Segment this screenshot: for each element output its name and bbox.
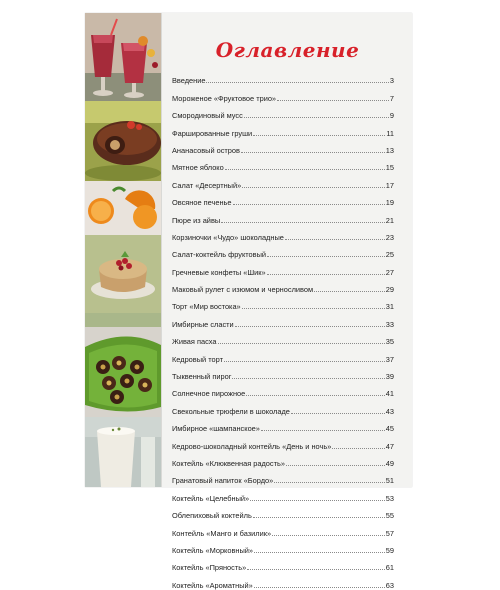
toc-entry-page-number: 59 bbox=[385, 545, 394, 555]
toc-dot-leader bbox=[277, 100, 389, 101]
toc-dot-leader bbox=[314, 291, 385, 292]
toc-dot-leader bbox=[253, 517, 385, 518]
toc-entry-label: Имбирное «шампанское» bbox=[172, 424, 260, 434]
book-page bbox=[85, 13, 412, 590]
toc-list bbox=[172, 68, 394, 590]
toc-dot-leader bbox=[206, 82, 388, 83]
toc-entry-page-number: 41 bbox=[385, 389, 394, 399]
toc-entry-page-number: 43 bbox=[385, 406, 394, 416]
toc-entry-page-number: 19 bbox=[385, 198, 394, 208]
toc-entry bbox=[172, 364, 394, 381]
toc-dot-leader bbox=[267, 256, 385, 257]
toc-entry-label: Свекольные трюфели в шоколаде bbox=[172, 406, 290, 416]
toc-entry-label: Овсяное печенье bbox=[172, 198, 232, 208]
toc-entry bbox=[172, 138, 394, 155]
orange-slices-photo bbox=[85, 181, 161, 235]
toc-entry-label: Гранатовый напиток «Бордо» bbox=[172, 476, 274, 486]
toc-entry-page-number: 49 bbox=[385, 458, 394, 468]
toc-entry-label: Мятное яблоко bbox=[172, 163, 224, 173]
toc-entry bbox=[172, 120, 394, 137]
toc-entry-page-number: 17 bbox=[385, 180, 394, 190]
toc-entry bbox=[172, 485, 394, 502]
toc-entry bbox=[172, 68, 394, 85]
toc-entry-label: Фаршированные груши bbox=[172, 128, 253, 138]
toc-entry bbox=[172, 172, 394, 189]
toc-entry-label: Введение bbox=[172, 76, 206, 86]
toc-entry-label: Коктейль «Целебный» bbox=[172, 493, 250, 503]
toc-entry-label: Пюре из айвы bbox=[172, 215, 221, 225]
page-divider bbox=[161, 13, 162, 487]
toc-dot-leader bbox=[254, 552, 385, 553]
toc-dot-leader bbox=[241, 152, 385, 153]
toc-entry bbox=[172, 277, 394, 294]
toc-entry bbox=[172, 294, 394, 311]
toc-dot-leader bbox=[272, 535, 385, 536]
toc-entry-page-number: 31 bbox=[385, 302, 394, 312]
toc-entry bbox=[172, 85, 394, 102]
toc-entry-label: Коктейль «Пряность» bbox=[172, 563, 247, 573]
toc-entry bbox=[172, 451, 394, 468]
toc-dot-leader bbox=[218, 343, 385, 344]
toc-entry-label: Облепиховый коктейль bbox=[172, 511, 252, 521]
toc-dot-leader bbox=[224, 361, 385, 362]
toc-entry-label: Коктейль «Ароматный» bbox=[172, 580, 253, 590]
toc-entry-label: Ананасовый остров bbox=[172, 145, 240, 155]
red-smoothie-glasses-photo bbox=[85, 13, 161, 101]
toc-dot-leader bbox=[286, 465, 385, 466]
toc-entry-page-number: 55 bbox=[385, 511, 394, 521]
toc-entry bbox=[172, 468, 394, 485]
toc-dot-leader bbox=[253, 135, 385, 136]
toc-dot-leader bbox=[285, 239, 385, 240]
white-milkshake-glass-photo bbox=[85, 417, 161, 487]
toc-entry-label: Корзиночки «Чудо» шоколадные bbox=[172, 232, 284, 242]
toc-entry-label: Маковый рулет с изюмом и черносливом bbox=[172, 285, 314, 295]
toc-dot-leader bbox=[221, 222, 385, 223]
toc-entry bbox=[172, 225, 394, 242]
berry-cake-photo bbox=[85, 235, 161, 313]
toc-entry-label: Коктейль «Морковный» bbox=[172, 545, 254, 555]
toc-entry-page-number: 61 bbox=[385, 563, 394, 573]
toc-dot-leader bbox=[242, 308, 385, 309]
toc-entry bbox=[172, 538, 394, 555]
toc-entry-label: Салат-коктейль фруктовый bbox=[172, 250, 267, 260]
toc-entry bbox=[172, 416, 394, 433]
toc-entry-label: Торт «Мир востока» bbox=[172, 302, 241, 312]
toc-dot-leader bbox=[261, 430, 385, 431]
toc-entry bbox=[172, 503, 394, 520]
toc-entry-page-number: 39 bbox=[385, 372, 394, 382]
toc-entry bbox=[172, 381, 394, 398]
toc-entry bbox=[172, 155, 394, 172]
toc-dot-leader bbox=[232, 378, 384, 379]
toc-entry-page-number: 3 bbox=[389, 76, 394, 86]
toc-entry bbox=[172, 433, 394, 450]
toc-entry bbox=[172, 555, 394, 572]
toc-entry-label: Контейль «Манго и базилик» bbox=[172, 528, 272, 538]
toc-entry-label: Мороженое «Фруктовое трио» bbox=[172, 93, 277, 103]
toc-entry-page-number: 45 bbox=[385, 424, 394, 434]
toc-entry-page-number: 33 bbox=[385, 319, 394, 329]
toc-dot-leader bbox=[233, 204, 385, 205]
toc-dot-leader bbox=[244, 117, 389, 118]
toc-entry-label: Смородиновый мусс bbox=[172, 111, 243, 121]
toc-entry bbox=[172, 346, 394, 363]
toc-entry-page-number: 15 bbox=[385, 163, 394, 173]
toc-entry-page-number: 29 bbox=[385, 285, 394, 295]
toc-entry-label: Коктейль «Клюквенная радость» bbox=[172, 458, 285, 468]
toc-entry-page-number: 63 bbox=[385, 580, 394, 590]
toc-entry-label: Кедрово-шоколадный контейль «День и ночь» bbox=[172, 441, 332, 451]
toc-dot-leader bbox=[250, 500, 385, 501]
toc-entry-label: Салат «Десертный» bbox=[172, 180, 242, 190]
toc-dot-leader bbox=[235, 326, 385, 327]
toc-entry bbox=[172, 311, 394, 328]
toc-entry-page-number: 53 bbox=[385, 493, 394, 503]
toc-entry bbox=[172, 103, 394, 120]
toc-dot-leader bbox=[247, 569, 385, 570]
chocolate-roll-cake-photo bbox=[85, 101, 161, 181]
toc-entry-label: Кедровый торт bbox=[172, 354, 223, 364]
toc-entry bbox=[172, 259, 394, 276]
toc-entry-page-number: 25 bbox=[385, 250, 394, 260]
toc-dot-leader bbox=[291, 413, 385, 414]
toc-entry-label: Солнечное пирожное bbox=[172, 389, 246, 399]
toc-entry-page-number: 23 bbox=[385, 232, 394, 242]
toc-entry bbox=[172, 329, 394, 346]
toc-entry bbox=[172, 520, 394, 537]
toc-dot-leader bbox=[267, 274, 385, 275]
toc-entry bbox=[172, 207, 394, 224]
toc-entry-label: Гречневые конфеты «Шик» bbox=[172, 267, 266, 277]
toc-entry-page-number: 7 bbox=[389, 93, 394, 103]
toc-entry-label: Живая пасха bbox=[172, 337, 217, 347]
toc-dot-leader bbox=[332, 448, 384, 449]
toc-dot-leader bbox=[274, 482, 385, 483]
toc-entry-page-number: 57 bbox=[385, 528, 394, 538]
toc-dot-leader bbox=[242, 187, 385, 188]
toc-title: Оглавление bbox=[215, 38, 360, 62]
toc-entry bbox=[172, 242, 394, 259]
toc-entry bbox=[172, 398, 394, 415]
toc-entry-page-number: 37 bbox=[385, 354, 394, 364]
toc-dot-leader bbox=[225, 169, 385, 170]
toc-entry-page-number: 47 bbox=[385, 441, 394, 451]
toc-entry-label: Имбирные сласти bbox=[172, 319, 234, 329]
toc-entry-page-number: 13 bbox=[385, 145, 394, 155]
toc-dot-leader bbox=[254, 587, 385, 588]
toc-entry-page-number: 11 bbox=[386, 128, 394, 138]
green-dessert-photo bbox=[85, 313, 161, 327]
toc-entry-page-number: 9 bbox=[389, 111, 394, 121]
toc-entry bbox=[172, 190, 394, 207]
toc-entry-page-number: 51 bbox=[385, 476, 394, 486]
chocolate-truffles-on-leaf-photo bbox=[85, 327, 161, 417]
photo-strip bbox=[85, 13, 161, 487]
toc-dot-leader bbox=[246, 395, 385, 396]
toc-entry-page-number: 35 bbox=[385, 337, 394, 347]
toc-entry-page-number: 21 bbox=[385, 215, 394, 225]
toc-entry-label: Тыквенный пирог bbox=[172, 372, 232, 382]
toc-entry bbox=[172, 572, 394, 589]
toc-entry-page-number: 27 bbox=[385, 267, 394, 277]
